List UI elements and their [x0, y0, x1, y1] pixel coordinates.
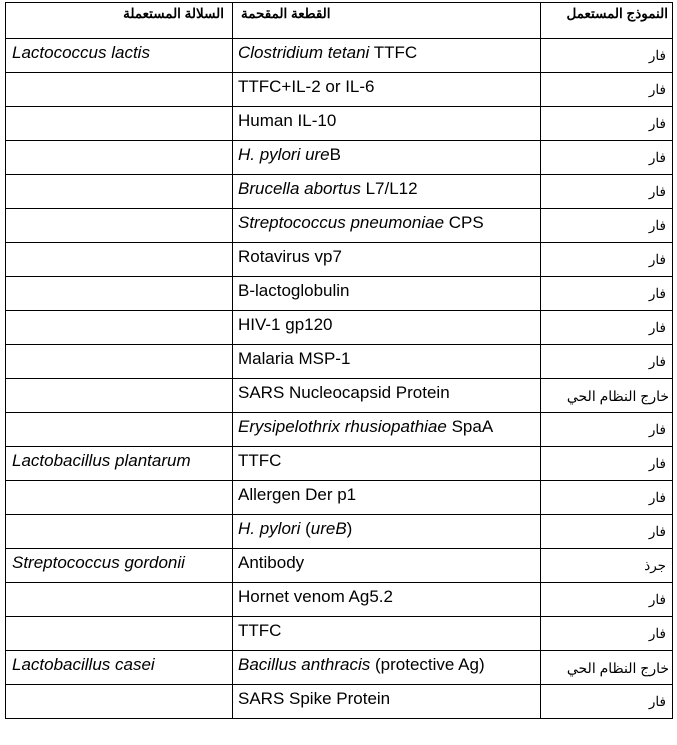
cell-model: فار [541, 515, 673, 549]
cell-insert [233, 379, 541, 413]
insert-italic-text: H. pylori [238, 519, 301, 538]
insert-plain-text: Human IL-10 [238, 111, 337, 130]
insert-plain-text: Malaria MSP-1 [238, 349, 351, 368]
cell-strain [6, 413, 233, 447]
cell-model: فار [541, 345, 673, 379]
cell-insert [233, 583, 541, 617]
cell-strain [6, 311, 233, 345]
table-body [6, 39, 673, 719]
table-row [6, 685, 673, 719]
insert-plain-text: Antibody [238, 553, 305, 572]
insert-plain-text: ( [300, 519, 311, 538]
cell-strain [6, 277, 233, 311]
insert-plain-text: SARS Nucleocapsid Protein [238, 383, 450, 402]
insert-italic-text: Brucella abortus [238, 179, 361, 198]
table-row [6, 209, 673, 243]
cell-insert [233, 447, 541, 481]
insert-plain-text: TTFC+IL-2 or IL-6 [238, 77, 375, 96]
cell-strain [6, 583, 233, 617]
table-row [6, 243, 673, 277]
insert-plain-text: SARS Spike Protein [238, 689, 391, 708]
cell-model: فار [541, 617, 673, 651]
table-header-row [6, 3, 673, 39]
insert-plain-text: B-lactoglobulin [238, 281, 350, 300]
insert-plain-text: TTFC [238, 451, 282, 470]
insert-plain-text: HIV-1 gp120 [238, 315, 333, 334]
cell-insert [233, 311, 541, 345]
insert-italic-text: Streptococcus pneumoniae [238, 213, 445, 232]
cell-strain [6, 515, 233, 549]
table-row [6, 311, 673, 345]
cell-strain [6, 685, 233, 719]
cell-model: فار [541, 141, 673, 175]
cell-model: فار [541, 447, 673, 481]
cell-insert [233, 39, 541, 73]
cell-model: فار [541, 175, 673, 209]
insert-plain-text: SpaA [446, 417, 494, 436]
cell-model: فار [541, 39, 673, 73]
cell-model: فار [541, 107, 673, 141]
insert-italic-text: Bacillus anthracis [238, 655, 371, 674]
insert-italic-text: Clostridium tetani [238, 43, 370, 62]
insert-plain-text: L7/L12 [360, 179, 418, 198]
table-row [6, 481, 673, 515]
cell-model: فار [541, 413, 673, 447]
cell-insert [233, 549, 541, 583]
table-row [6, 345, 673, 379]
cell-strain [6, 73, 233, 107]
cell-insert [233, 617, 541, 651]
table-row [6, 447, 673, 481]
insert-plain-text: B [329, 145, 341, 164]
table-row [6, 651, 673, 685]
cell-strain [6, 141, 233, 175]
cell-model: فار [541, 243, 673, 277]
cell-model: فار [541, 209, 673, 243]
insert-plain-text: Rotavirus vp7 [238, 247, 342, 266]
insert-italic-text: Erysipelothrix rhusiopathiae [238, 417, 447, 436]
insert-italic-text: ureB [310, 519, 347, 538]
insert-plain-text: TTFC [238, 621, 282, 640]
table-row [6, 379, 673, 413]
cell-insert [233, 141, 541, 175]
header-insert: القطعة المقحمة [233, 3, 541, 39]
table-row [6, 617, 673, 651]
table-row [6, 583, 673, 617]
table-row [6, 73, 673, 107]
cell-insert [233, 481, 541, 515]
table-row [6, 515, 673, 549]
cell-model: خارج النظام الحي [541, 651, 673, 685]
insert-plain-text: ) [346, 519, 353, 538]
cell-strain [6, 481, 233, 515]
insert-plain-text: (protective Ag) [370, 655, 485, 674]
insert-plain-text: CPS [444, 213, 484, 232]
insert-plain-text: Allergen Der p1 [238, 485, 357, 504]
cell-insert [233, 515, 541, 549]
cell-model: فار [541, 481, 673, 515]
cell-insert [233, 651, 541, 685]
cell-strain: Lactobacillus plantarum [6, 447, 233, 481]
cell-insert [233, 243, 541, 277]
cell-insert [233, 209, 541, 243]
cell-model: فار [541, 277, 673, 311]
cell-model: فار [541, 583, 673, 617]
cell-model: فار [541, 73, 673, 107]
cell-strain [6, 209, 233, 243]
cell-insert [233, 277, 541, 311]
cell-insert [233, 345, 541, 379]
table-row [6, 107, 673, 141]
cell-insert [233, 413, 541, 447]
table-row [6, 175, 673, 209]
cell-model: جرذ [541, 549, 673, 583]
cell-strain: Streptococcus gordonii [6, 549, 233, 583]
cell-strain [6, 345, 233, 379]
table-row [6, 277, 673, 311]
cell-strain [6, 243, 233, 277]
header-strain: السلالة المستعملة [6, 3, 233, 39]
cell-strain: Lactobacillus casei [6, 651, 233, 685]
table-row [6, 39, 673, 73]
vaccine-strain-table [5, 2, 673, 719]
insert-plain-text: TTFC [369, 43, 418, 62]
table-row [6, 549, 673, 583]
cell-strain [6, 379, 233, 413]
insert-italic-text: H. pylori ure [238, 145, 330, 164]
cell-model: فار [541, 311, 673, 345]
table-row [6, 141, 673, 175]
cell-insert [233, 175, 541, 209]
cell-strain [6, 175, 233, 209]
cell-insert [233, 107, 541, 141]
cell-insert [233, 73, 541, 107]
cell-strain: Lactococcus lactis [6, 39, 233, 73]
cell-insert [233, 685, 541, 719]
cell-model: خارج النظام الحي [541, 379, 673, 413]
cell-strain [6, 107, 233, 141]
header-model: النموذج المستعمل [541, 3, 673, 39]
table-row [6, 413, 673, 447]
cell-strain [6, 617, 233, 651]
cell-model: فار [541, 685, 673, 719]
insert-plain-text: Hornet venom Ag5.2 [238, 587, 393, 606]
